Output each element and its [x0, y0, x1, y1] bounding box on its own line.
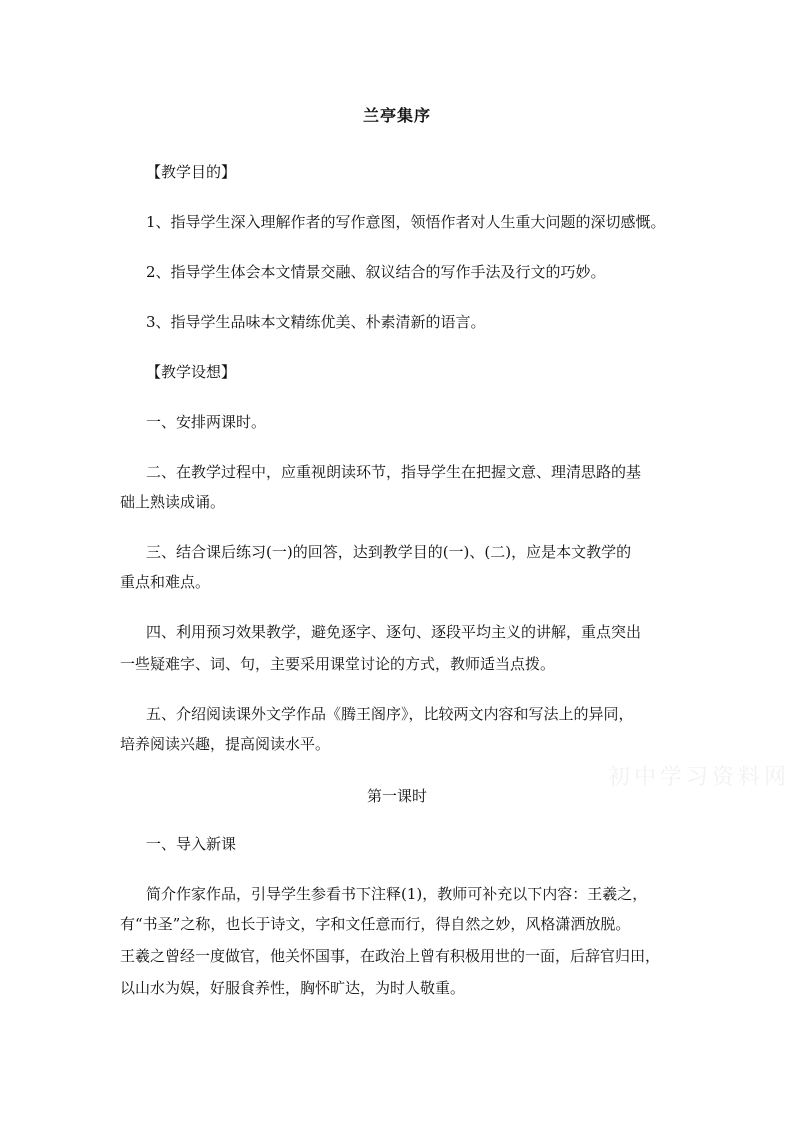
objectives-heading: 【教学目的】 — [146, 163, 237, 181]
plan-item-4-line-1: 四、利用预习效果教学，避免逐字、逐句、逐段平均主义的讲解，重点突出 — [146, 623, 642, 641]
plan-item-3-line-2: 重点和难点。 — [120, 573, 211, 591]
objective-1: 1、指导学生深入理解作者的写作意图，领悟作者对人生重大问题的深切感慨。 — [146, 213, 666, 231]
plan-heading: 【教学设想】 — [146, 363, 237, 381]
plan-item-5-line-1: 五、介绍阅读课外文学作品《腾王阁序》，比较两文内容和写法上的异同， — [146, 705, 634, 723]
lesson-heading: 第一课时 — [366, 787, 427, 805]
intro-heading: 一、导入新课 — [146, 835, 237, 853]
intro-line-2: 有“书圣”之称，也长于诗文，字和文任意而行，得自然之妙，风格潇洒放脱。 — [120, 915, 631, 933]
objective-3: 3、指导学生品味本文精练优美、朴素清新的语言。 — [146, 313, 486, 331]
plan-item-2-line-2: 础上熟读成诵。 — [120, 493, 226, 511]
plan-item-1: 一、安排两课时。 — [146, 413, 267, 431]
intro-line-4: 以山水为娱，好服食养性，胸怀旷达，为时人敬重。 — [120, 979, 466, 997]
document-title: 兰亭集序 — [362, 106, 431, 125]
plan-item-5-line-2: 培养阅读兴趣，提高阅读水平。 — [120, 735, 331, 753]
intro-line-3: 王羲之曾经一度做官，他关怀国事，在政治上曾有积极用世的一面，后辞官归田， — [120, 947, 661, 965]
watermark: 初中学习资料网 — [608, 765, 791, 790]
objective-2: 2、指导学生体会本文情景交融、叙议结合的写作手法及行文的巧妙。 — [146, 263, 606, 281]
plan-item-3-line-1: 三、结合课后练习(一)的回答，达到教学目的(一)、(二)，应是本文教学的 — [146, 543, 632, 561]
intro-line-1: 简介作家作品，引导学生参看书下注释(1)，教师可补充以下内容：王羲之， — [146, 885, 648, 903]
plan-item-2-line-1: 二、在教学过程中，应重视朗读环节，指导学生在把握文意、理清思路的基 — [146, 463, 642, 481]
plan-item-4-line-2: 一些疑难字、词、句，主要采用课堂讨论的方式，教师适当点拨。 — [120, 655, 556, 673]
